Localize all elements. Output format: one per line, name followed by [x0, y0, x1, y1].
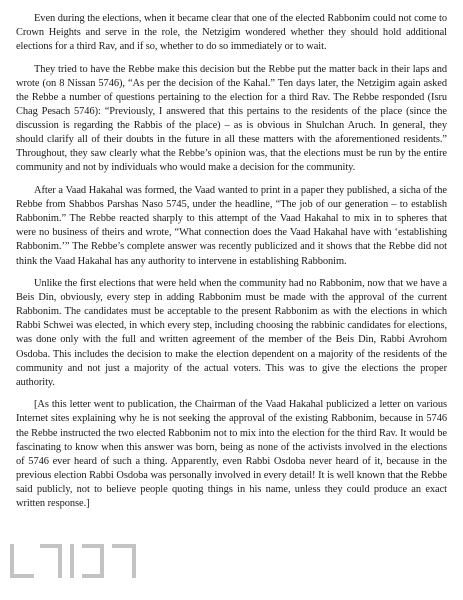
paragraph-1: Even during the elections, when it became clear that one of the elected Rabbonim could not come to Crown Heights and serve in the role, the Netzigim wondered whether they should hold additional elections for a third Rav, and if so, whether to do so immediately or to wait.: [16, 13, 447, 53]
paragraph-3: After a Vaad Hakahal was formed, the Vaad wanted to print in a paper they published, a sicha of the Rebbe from Shabbos Parshas Naso 5745, under the headline, “The job of our generation – to establish Rabbonim.” The Rebbe reacted sharply to this attempt of the Vaad Hakahal to mix in to spheres that were no business of theirs and wrote, “What connection does the Vaad Hakahal have with ‘establishing Rabbonim.’” The Rebbe’s complete answer was recently publicized and it shows that the Rebbe did not think the Vaad Hakahal has any authority to intervene in establishing Rabbonim.: [16, 185, 447, 267]
paragraph-4: Unlike the first elections that were held when the community had no Rabbonim, now that we have a Beis Din, obviously, every step in adding Rabbonim must be made with the approval of the current Rabbonim. The candidates must be acceptable to the present Rabbonim as with the elections in which Rabbi Schwei was elected, in which every step, including choosing the rabbinic candidates for elections, was done only with the full and written agreement of the member of the Beis Din, Rabbi Avrohom Osdoba. This includes the decision to make the election dependent on a majority of the residents of the community and not just a majority of the actual voters. This was to give the elections the proper authority.: [16, 278, 447, 388]
paragraph-5: [As this letter went to publication, the Chairman of the Vaad Hakahal publicized a letter on various Internet sites explaining why he is not seeking the approval of the existing Rabbonim, because in 5746 the Rebbe instructed the two elected Rabbonim not to mix into the election for the third Rav. It would be fascinating to know when this answer was born, being as none of the activists involved in the elections of 5746 ever heard of such a thing. Apparently, even Rabbi Osdoba never heard of it, because in the previous election Rabbi Osdoba was personally involved in every detail! It is well known that the Rebbe said publicly, not to believe people quoting things in his name, unless they could produce an exact written response.]: [16, 399, 447, 509]
paragraph-2: They tried to have the Rebbe make this decision but the Rebbe put the matter back in their laps and wrote (on 8 Nissan 5746), “As per the decision of the Kahal.” Ten days later, the Netzigim again asked the Rebbe a number of questions pertaining to the election for a third Rav. The Rebbe responded (Isru Chag Pesach 5746): “Previously, I answered that this pertains to the residents of the place (since the discussion is regarding the Rabbis of the place) – as is obvious in Shulchan Aruch. In general, they should clarify all of their doubts in the future in all these matters with the aforementioned residents.” Throughout, they saw clearly what the Rebbe’s opinion was, that the elections must be run by the entire community and not by individuals who would make a decision for the community.: [16, 63, 447, 174]
